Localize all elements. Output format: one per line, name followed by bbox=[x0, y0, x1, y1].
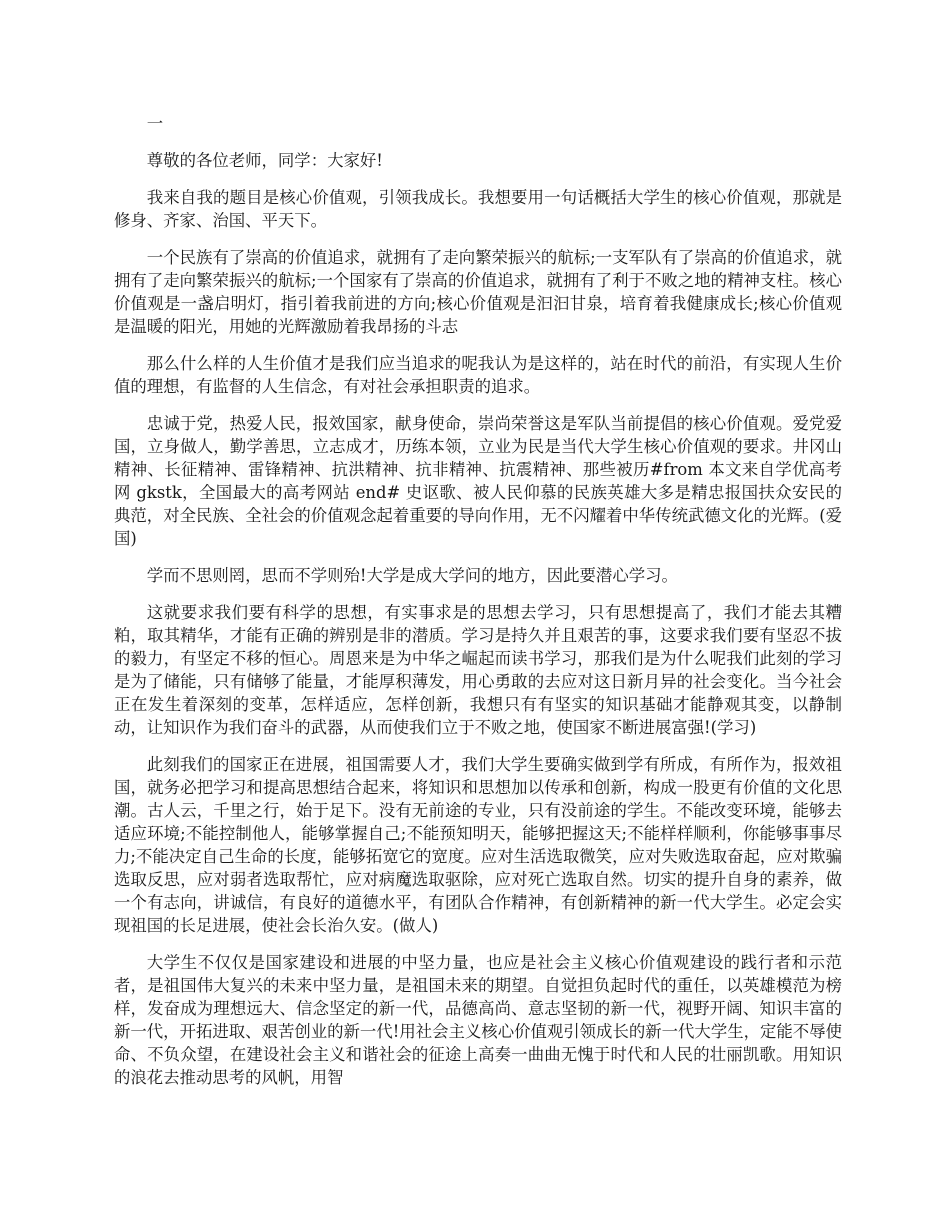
greeting-paragraph: 尊敬的各位老师，同学：大家好! bbox=[146, 151, 383, 170]
life-value-paragraph: 那么什么样的人生价值才是我们应当追求的呢我认为是这样的，站在时代的前沿，有实现人生价值的理想，有监督的人生信念，有对社会承担职责的追求。 bbox=[114, 354, 842, 396]
conclusion-paragraph: 大学生不仅仅是国家建设和进展的中坚力量，也应是社会主义核心价值观建设的践行者和示范者，是祖国伟大复兴的未来中坚力量，是祖国未来的期望。自觉担负起时代的重任，以英雄模范为榜样，发奋成为理想远大、信念坚定的新一代，品德高尚、意志坚韧的新一代，视野开阔、知识丰富的新一代，开拓进取、艰苦创业的新一代!用社会主义核心价值观引领成长的新一代大学生，定能不辱使命、不负众望，在建设社会主义和谐社会的征途上高奏一曲曲无愧于时代和人民的壮丽凯歌。用知识的浪花去推动思考的风帆，用智 bbox=[114, 953, 842, 1087]
intro-paragraph: 我来自我的题目是核心价值观，引领我成长。我想要用一句话概括大学生的核心价值观，那就是修身、齐家、治国、平天下。 bbox=[114, 188, 842, 230]
study-intro-paragraph: 学而不思则罔，思而不学则殆!大学是成大学问的地方，因此要潜心学习。 bbox=[146, 566, 678, 585]
character-paragraph: 此刻我们的国家正在进展，祖国需要人才，我们大学生要确实做到学有所成，有所作为，报效祖国，就务必把学习和提高思想结合起来，将知识和思想加以传承和创新，构成一股更有价值的文化思潮。古人云，千里之行，始于足下。没有无前途的专业，只有没前途的学生。不能改变环境，能够去适应环境;不能控制他人，能够掌握自己;不能预知明天，能够把握这天;不能样样顺利，你能够事事尽力;不能决定自己生命的长度，能够拓宽它的宽度。应对生活选取微笑，应对失败选取奋起，应对欺骗选取反思，应对弱者选取帮忙，应对病魔选取驱除，应对死亡选取自然。切实的提升自身的素养，做一个有志向，讲诚信，有良好的道德水平，有团队合作精神，有创新精神的新一代大学生。必定会实现祖国的长足进展，使社会长治久安。(做人) bbox=[114, 755, 842, 935]
study-paragraph: 这就要求我们要有科学的思想，有实事求是的思想去学习，只有思想提高了，我们才能去其糟粕，取其精华，才能有正确的辨别是非的潜质。学习是持久并且艰苦的事，这要求我们要有坚忍不拔的毅力，有坚定不移的恒心。周恩来是为中华之崛起而读书学习，那我们是为什么呢我们此刻的学习是为了储能，只有储够了能量，才能厚积薄发，用心勇敢的去应对这日新月异的社会变化。当今社会正在发生着深刻的变革，怎样适应，怎样创新，我想只有有坚实的知识基础才能静观其变，以静制动，让知识作为我们奋斗的武器，从而使我们立于不败之地，使国家不断进展富强!(学习) bbox=[114, 603, 842, 737]
values-paragraph: 一个民族有了崇高的价值追求，就拥有了走向繁荣振兴的航标;一支军队有了崇高的价值追求，就拥有了走向繁荣振兴的航标;一个国家有了崇高的价值追求，就拥有了利于不败之地的精神支柱。核心价值观是一盏启明灯，指引着我前进的方向;核心价值观是汩汩甘泉，培育着我健康成长;核心价值观是温暖的阳光，用她的光辉激励着我昂扬的斗志 bbox=[114, 248, 842, 336]
document-body bbox=[114, 112, 842, 1103]
patriotism-paragraph: 忠诚于党，热爱人民，报效国家，献身使命，崇尚荣誉这是军队当前提倡的核心价值观。爱党爱国，立身做人，勤学善思，立志成才，历练本领，立业为民是当代大学生核心价值观的要求。井冈山精神、长征精神、雷锋精神、抗洪精神、抗非精神、抗震精神、那些被历#from 本文来自学优高考网 gkstk，全国最大的高考网站 end# 史讴歌、被人民仰慕的民族英雄大多是精忠报国扶众安民的典范，对全民族、全社会的价值观念起着重要的导向作用，无不闪耀着中华传统武德文化的光辉。(爱国) bbox=[114, 414, 842, 548]
section-number: 一 bbox=[146, 114, 164, 133]
